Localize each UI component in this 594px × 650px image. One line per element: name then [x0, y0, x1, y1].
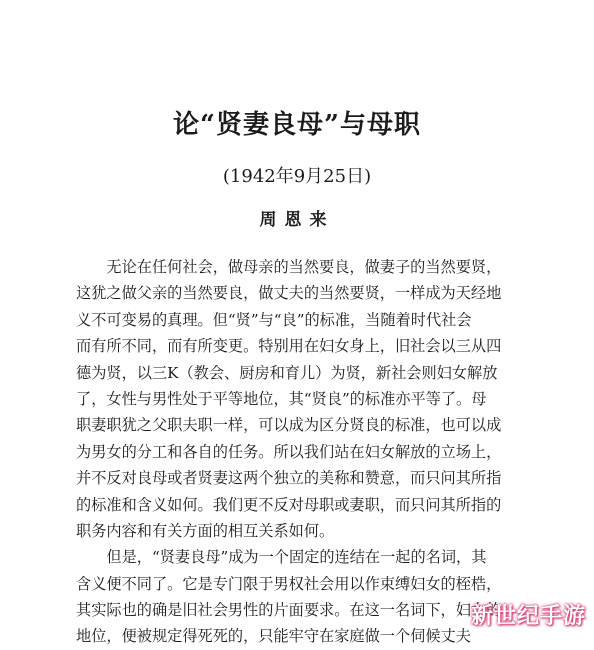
body-line: 德为贤，以三K（教会、厨房和育儿）为贤，新社会则妇女解放: [76, 363, 498, 382]
article-title: 论“贤妻良母”与母职: [173, 110, 421, 140]
body-line: 而有所不同，而有所变更。特别用在妇女身上，旧社会以三从四: [76, 337, 502, 356]
article-body: [76, 254, 528, 650]
body-line: 这犹之做父亲的当然要良，做丈夫的当然要贤，一样成为天经地: [76, 284, 502, 303]
body-line: 了，女性与男性处于平等地位，其“贤良”的标准亦平等了。母: [76, 389, 487, 408]
body-line: 职务内容和有关方面的相互关系如何。: [76, 521, 335, 540]
body-line: 但是，“贤妻良母”成为一个固定的连结在一起的名词，其: [76, 548, 487, 567]
body-line: 含义便不同了。它是专门限于男权社会用以作束缚妇女的桎梏，: [76, 574, 502, 593]
site-watermark: 新世纪手游: [470, 604, 586, 629]
body-line: 职妻职犹之父职夫职一样，可以成为区分贤良的标准，也可以成: [76, 416, 502, 435]
body-line: 并不反对良母或者贤妻这两个独立的美称和赞意，而只问其所指: [76, 469, 502, 488]
body-line: 为男女的分工和各自的任务。所以我们站在妇女解放的立场上，: [76, 442, 502, 461]
body-line: 其实际也的确是旧社会男性的片面要求。在这一名词下，妇女的: [76, 601, 502, 620]
body-line: 的标准和含义如何。我们更不反对母职或妻职，而只问其所指的: [76, 495, 502, 514]
article-date: (1942年9月25日): [222, 166, 372, 187]
body-line: 无论在任何社会，做母亲的当然要良，做妻子的当然要贤，: [76, 258, 502, 276]
body-line: 义不可变易的真理。但“贤”与“良”的标准，当随着时代社会: [76, 310, 472, 329]
article-author: 周恩来: [259, 210, 335, 230]
body-line: 地位，便被规定得死死的，只能牢守在家庭做一个伺候丈夫: [76, 627, 471, 646]
